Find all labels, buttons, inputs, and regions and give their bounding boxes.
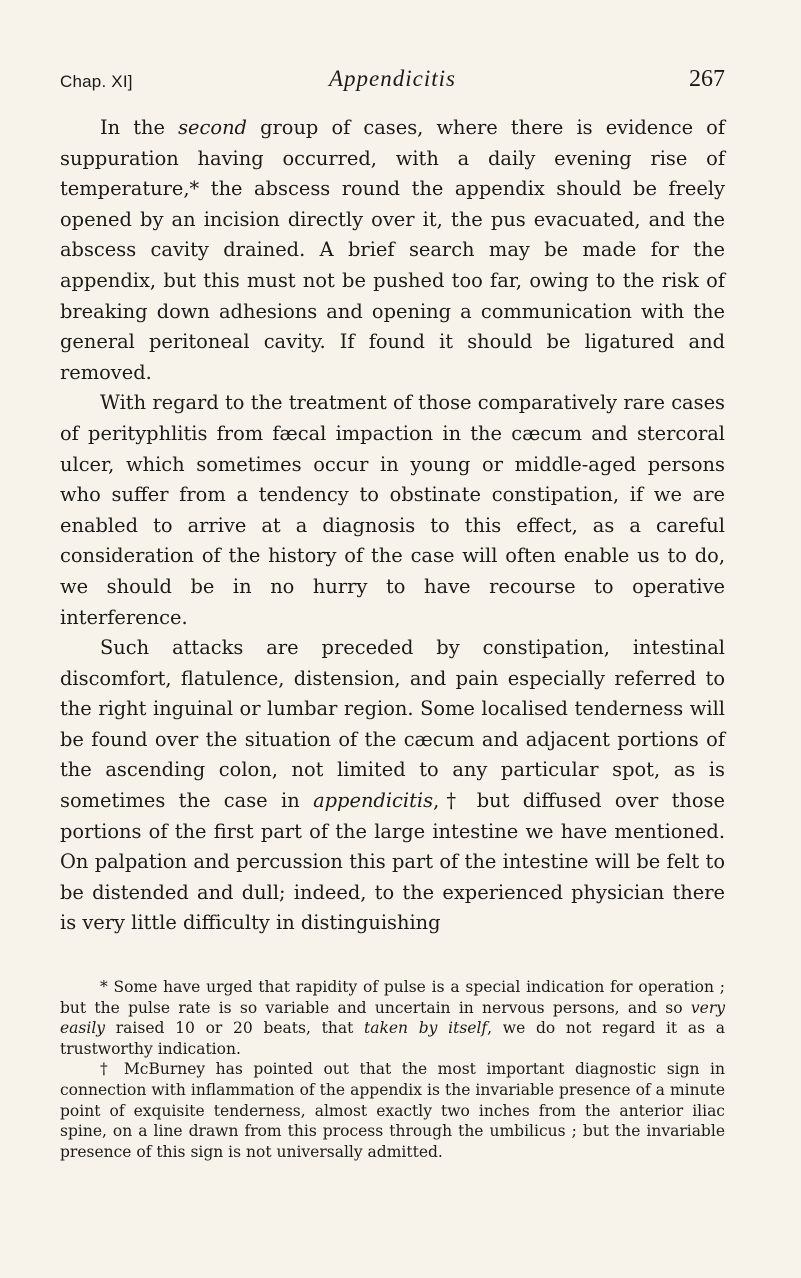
text-run: , we do not regard it as a trustworthy indication.	[60, 1019, 726, 1058]
page-number: 267	[689, 66, 725, 92]
running-title: Appendicitis	[329, 66, 456, 91]
emphasis: taken by itself	[364, 1019, 488, 1038]
emphasis: very easily	[60, 998, 725, 1038]
text-run: In the	[100, 116, 179, 139]
footnotes	[60, 977, 725, 1162]
emphasis: appendicitis	[313, 789, 434, 813]
text-run: raised 10 or 20 beats, that	[105, 1019, 365, 1038]
text-run: Such attacks are preceded by constipation, intestinal discomfort, flatulence, distension, and pain especially referred to the right inguinal or lumbar region. Some localised tenderness will be found over the situation of the cæcum and adjacent portions of the ascending colon, not limited to any particular spot, as is sometimes the case in	[60, 636, 725, 813]
paragraph	[60, 633, 725, 939]
body-text	[60, 113, 725, 939]
running-header	[60, 66, 725, 106]
emphasis: second	[178, 116, 247, 139]
paragraph	[60, 113, 725, 388]
paragraph	[60, 388, 725, 633]
footnote	[60, 977, 725, 1059]
chapter-label: Chap. XI]	[60, 72, 133, 91]
text-run: † McBurney has pointed out that the most important diagnostic sign in connection with inflammation of the appendix is the invariable presence of a minute point of exquisite tenderness, almost exactly two inches from the anterior iliac spine, on a line drawn from this process through the umbilicus ; but the invariable presence of this sign is not universally admitted.	[60, 1060, 725, 1161]
text-run: group of cases, where there is evidence of suppuration having occurred, with a daily evening rise of temperature,* the abscess round the appendix should be freely opened by an incision directly over it, the pus evacuated, and the abscess cavity drained. A brief search may be made for the appendix, but this must not be pushed too far, owing to the risk of breaking down adhesions and opening a communication with the general peritoneal cavity. If found it should be ligatured and removed.	[60, 116, 725, 384]
text-run: ,† but diffused over those portions of the first part of the large intestine we have mentioned. On palpation and percussion this part of the intestine will be felt to be distended and dull; indeed, to the experienced physician there is very little difficulty in distinguishing	[60, 789, 725, 935]
text-run: * Some have urged that rapidity of pulse is a special indication for operation ; but the pulse rate is so variable and uncertain in nervous persons, and so	[60, 978, 725, 1017]
footnote	[60, 1059, 725, 1162]
text-run: With regard to the treatment of those comparatively rare cases of perityphlitis from fæcal impaction in the cæcum and stercoral ulcer, which sometimes occur in young or middle-aged persons who suffer from a tendency to obstinate constipation, if we are enabled to arrive at a diagnosis to this effect, as a careful consideration of the history of the case will often enable us to do, we should be in no hurry to have recourse to operative interference.	[60, 391, 725, 629]
